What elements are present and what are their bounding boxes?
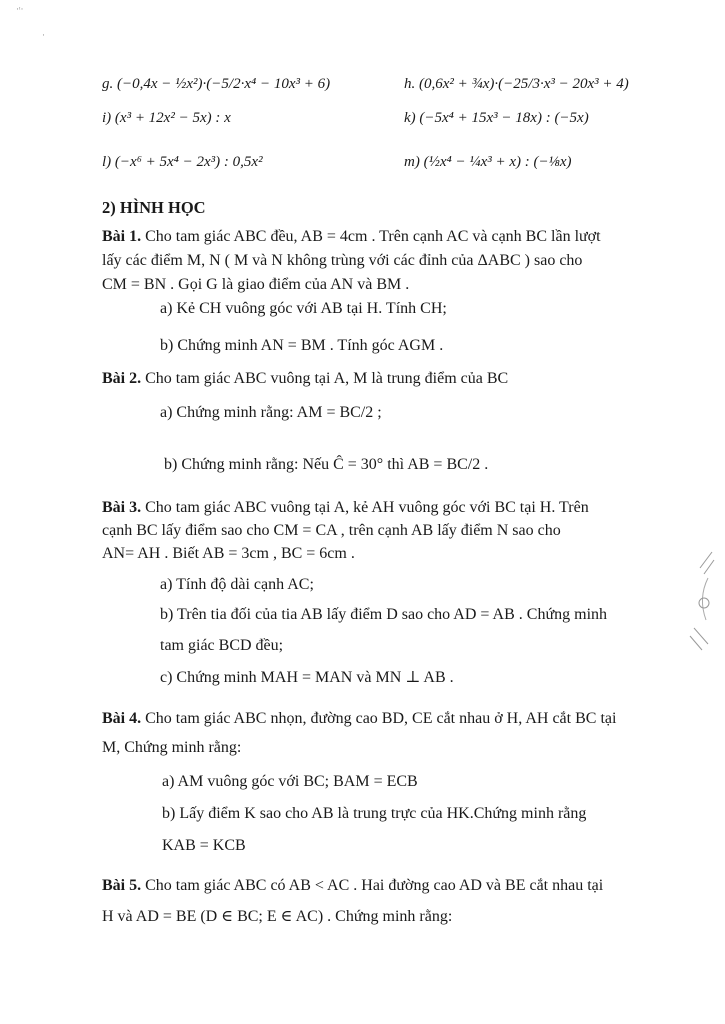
- problem-1-line-1: [102, 227, 601, 247]
- problem-1-title: Bài 1.: [102, 228, 142, 245]
- exercise-g: g. (−0,4x − ½x²)·(−5/2·x⁴ − 10x³ + 6): [102, 76, 331, 92]
- problem-3-part-c: c) Chứng minh MAH = MAN và MN ⊥ AB .: [160, 669, 454, 686]
- problem-3-line-2: cạnh BC lấy điểm sao cho CM = CA , trên cạnh AB lấy điểm N sao cho: [102, 522, 561, 539]
- section-title: 2) HÌNH HỌC: [102, 198, 206, 217]
- problem-2-text: Cho tam giác ABC vuông tại A, M là trung điểm của BC: [145, 370, 509, 387]
- problem-4-line-1: [102, 709, 616, 729]
- scan-edge-mark-icon: [686, 548, 720, 654]
- scan-dot-mark: ·ᶦ·: [16, 4, 24, 14]
- problem-3-part-b-2: tam giác BCD đều;: [160, 637, 284, 654]
- problem-4-part-b-2: KAB = KCB: [162, 837, 246, 854]
- problem-4-part-b-1: b) Lấy điểm K sao cho AB là trung trực của HK.Chứng minh rằng: [162, 805, 587, 822]
- exercise-m: m) (½x⁴ − ¼x³ + x) : (−⅛x): [404, 154, 572, 170]
- problem-5-line-1: [102, 876, 603, 896]
- problem-3-text: Cho tam giác ABC vuông tại A, kẻ AH vuông góc với BC tại H. Trên: [145, 499, 589, 516]
- problem-4-part-a: a) AM vuông góc với BC; BAM = ECB: [162, 773, 418, 790]
- scan-dot-mark: ·: [42, 30, 45, 40]
- problem-3-title: Bài 3.: [102, 499, 142, 516]
- problem-3-line-1: [102, 498, 589, 518]
- problem-2-title: Bài 2.: [102, 370, 142, 387]
- problem-4-title: Bài 4.: [102, 710, 142, 727]
- problem-4-line-2: M, Chứng minh rằng:: [102, 739, 242, 756]
- problem-1-text: Cho tam giác ABC đều, AB = 4cm . Trên cạnh AC và cạnh BC lần lượt: [145, 228, 601, 245]
- problem-2-part-b: b) Chứng minh rằng: Nếu Ĉ = 30° thì AB = BC/2 .: [164, 456, 489, 473]
- exercise-h: h. (0,6x² + ¾x)·(−25/3·x³ − 20x³ + 4): [404, 76, 629, 92]
- problem-1-line-3: CM = BN . Gọi G là giao điểm của AN và BM .: [102, 276, 410, 293]
- exercise-l: l) (−x⁶ + 5x⁴ − 2x³) : 0,5x²: [102, 154, 263, 170]
- problem-1-part-a: a) Kẻ CH vuông góc với AB tại H. Tính CH;: [160, 300, 447, 317]
- problem-4-text: Cho tam giác ABC nhọn, đường cao BD, CE cắt nhau ở H, AH cắt BC tại: [145, 710, 617, 727]
- problem-2-part-a: a) Chứng minh rằng: AM = BC/2 ;: [160, 404, 382, 421]
- problem-5-text: Cho tam giác ABC có AB < AC . Hai đường cao AD và BE cắt nhau tại: [145, 877, 604, 894]
- exercise-i: i) (x³ + 12x² − 5x) : x: [102, 110, 231, 126]
- exercise-k: k) (−5x⁴ + 15x³ − 18x) : (−5x): [404, 110, 589, 126]
- problem-3-line-3: AN= AH . Biết AB = 3cm , BC = 6cm .: [102, 545, 355, 562]
- problem-5-line-2: H và AD = BE (D ∈ BC; E ∈ AC) . Chứng minh rằng:: [102, 908, 453, 925]
- problem-1-part-b: b) Chứng minh AN = BM . Tính góc AGM .: [160, 337, 444, 354]
- problem-3-part-a: a) Tính độ dài cạnh AC;: [160, 576, 314, 593]
- problem-2-line-1: [102, 369, 508, 389]
- problem-3-part-b-1: b) Trên tia đối của tia AB lấy điểm D sao cho AD = AB . Chứng minh: [160, 606, 608, 623]
- problem-5-title: Bài 5.: [102, 877, 142, 894]
- problem-1-line-2: lấy các điểm M, N ( M và N không trùng với các đỉnh của ΔABC ) sao cho: [102, 252, 583, 269]
